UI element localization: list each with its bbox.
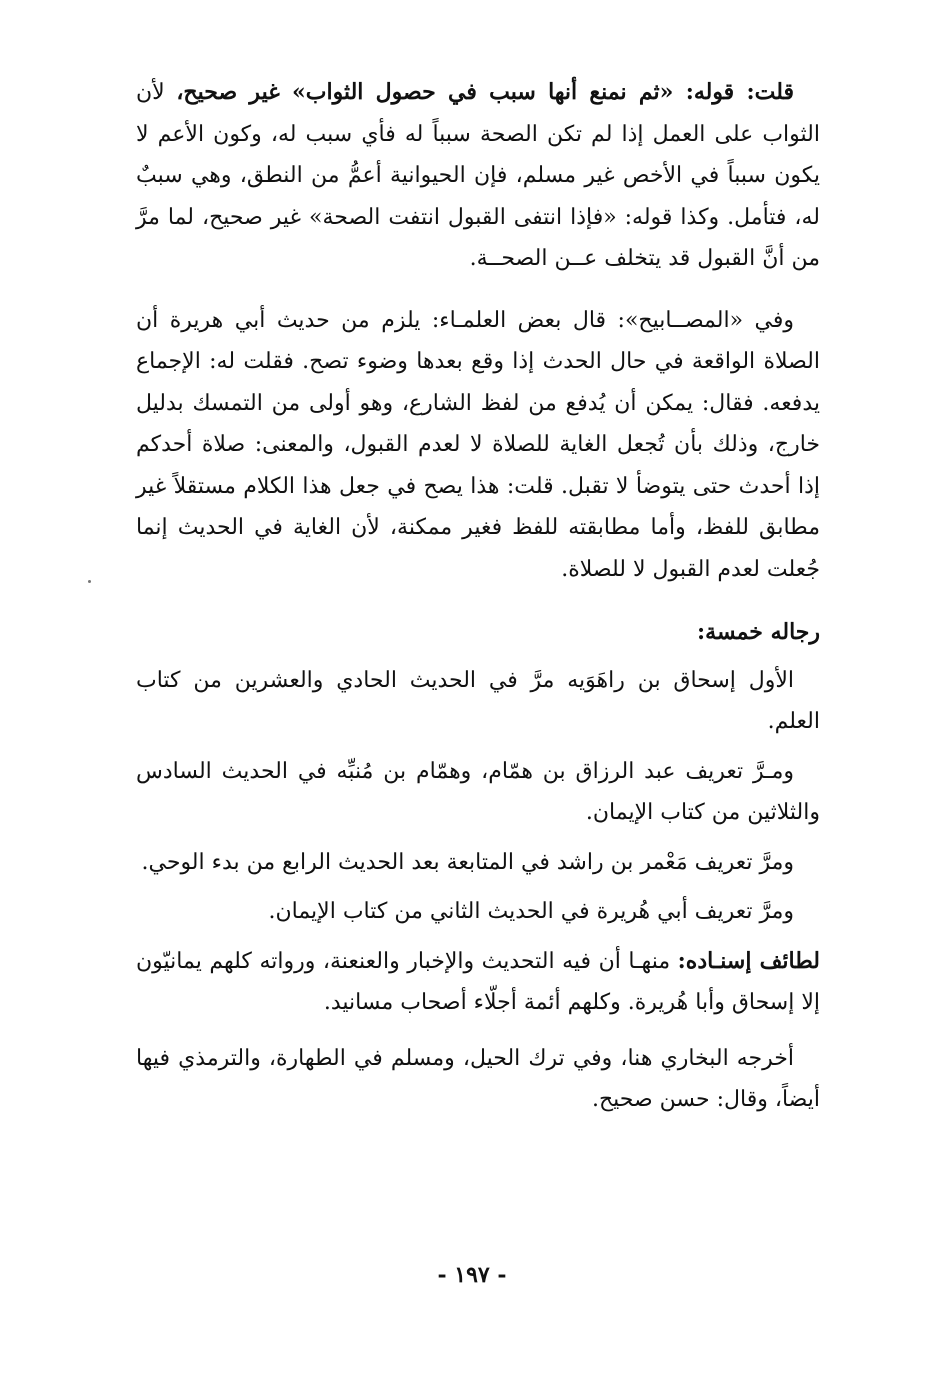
paragraph-commentary-1 <box>136 72 820 280</box>
narrator-entry-2: ومـرَّ تعريف عبد الرزاق بن همّام، وهمّام بن مُنبِّه في الحديث السادس والثلاثين من كتاب الإيمان. <box>136 758 820 825</box>
page-number: - ١٩٧ - <box>437 1262 507 1288</box>
narrator-entry-4: ومرَّ تعريف أبي هُريرة في الحديث الثاني من كتاب الإيمان. <box>268 899 794 924</box>
paragraph-isnad-subtleties <box>136 941 820 1024</box>
subtleties-lead: لطائف إسنـاده: <box>677 947 821 974</box>
section-heading-narrators: رجاله خمسة: <box>697 619 820 645</box>
narrator-entry-1: الأول إسحاق بن راهَوَيه مرَّ في الحديث الحادي والعشرين من كتاب العلم. <box>136 667 820 734</box>
narrator-entry-3: ومرَّ تعريف مَعْمر بن راشد في المتابعة بعد الحديث الرابع من بدء الوحي. <box>141 849 794 875</box>
paragraph-takhrij: أخرجه البخاري هنا، وفي ترك الحيل، ومسلم في الطهارة، والترمذي فيها أيضاً، وقال: حسن صحيح. <box>136 1045 820 1112</box>
scan-speck <box>88 580 91 583</box>
paragraph-text: وفي «المصــابيح»: قال بعض العلمـاء: يلزم من حديث أبي هريرة أن الصلاة الواقعة في حال الحدث إذا وقع بعدها وضوء تصح. فقلت له: الإجماع يدفعه. فقال: يمكن أن يُدفع من لفظ الشارع، وهو أولى من التمسك بدليل خارج، وذلك بأن تُجعل الغاية للصلاة لا لعدم القبول، والمعنى: صلاة أحدكم إذا أحدث حتى يتوضأ لا تقبل. قلت: هذا يصح في جعل هذا الكلام مستقلاً غير مطابق للفظ، وأما مطابقته للفظ فغير ممكنة، لأن الغاية في الحديث إنما جُعلت لعدم القبول لا للصلاة. <box>136 307 820 582</box>
paragraph-lead: قلت: قوله: «ثم نمنع أنها سبب في حصول الثواب» غير صحيح، <box>176 79 795 105</box>
book-page <box>136 72 820 1362</box>
paragraph-masabih <box>136 300 820 591</box>
subtleties-text: منهـا أن فيه التحديث والإخبار والعنعنة، ورواته كلهم يمانيّون إلا إسحاق وأبا هُريرة. وكلهم أئمة أجلّاء أصحاب مسانيد. <box>136 948 820 1015</box>
paragraph-text: لأن الثواب على العمل إذا لم تكن الصحة سبباً له فأي سبب له، وكون الأعم لا يكون سبباً في الأخص غير مسلم، فإن الحيوانية أعمُّ من النطق، وهي سببٌ له، فتأمل. وكذا قوله: «فإذا انتفى القبول انتفت الصحة» غير صحيح، لما مرَّ من أنَّ القبول قد يتخلف عــن الصحــة. <box>136 80 820 271</box>
